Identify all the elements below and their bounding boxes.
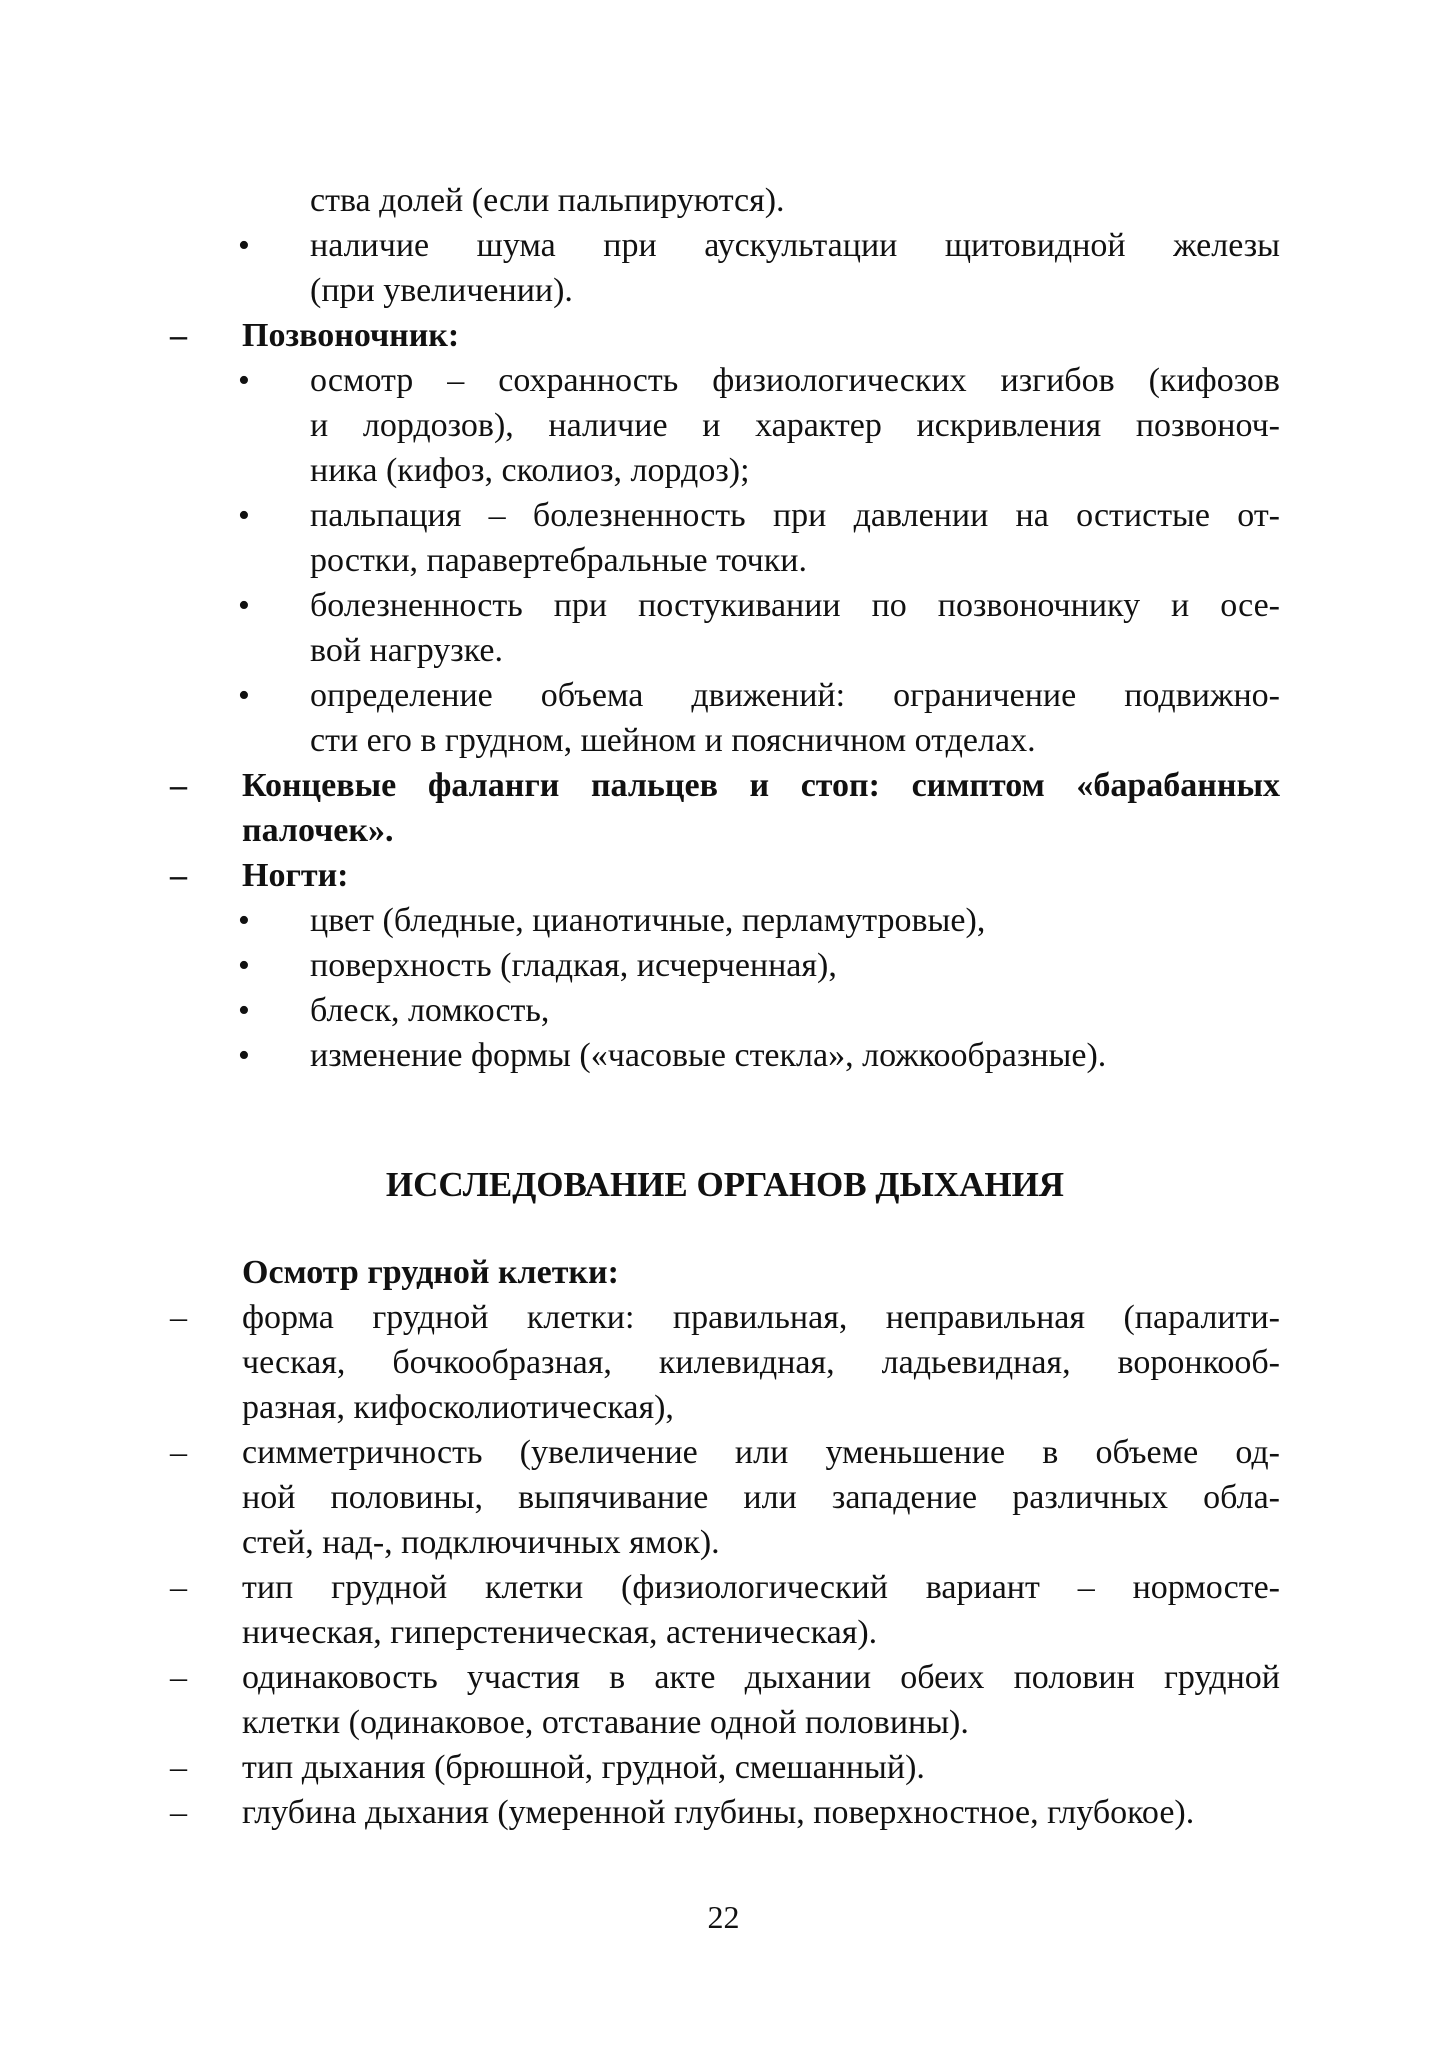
list-line bbox=[170, 268, 1280, 313]
section-title: ИССЛЕДОВАНИЕ ОРГАНОВ ДЫХАНИЯ bbox=[385, 1165, 1065, 1204]
list-line bbox=[170, 1385, 1280, 1430]
list-line bbox=[170, 763, 1280, 808]
subsection-heading-chest: Осмотр грудной клетки: bbox=[242, 1254, 619, 1291]
list-line bbox=[170, 1475, 1280, 1520]
list-item-text: глубина дыхания (умеренной глубины, поверхностное, глубокое). bbox=[242, 1794, 1195, 1831]
list-item-text: болезненность при постукивании по позвоночнику и осе- bbox=[310, 587, 1280, 624]
bullet-marker: • bbox=[238, 227, 250, 264]
section-heading-phalanges: Концевые фаланги пальцев и стоп: симптом «барабанных bbox=[242, 767, 1280, 804]
list-item-text: блеск, ломкость, bbox=[310, 992, 550, 1029]
bullet-marker: • bbox=[238, 587, 250, 624]
list-item-text: клетки (одинаковое, отставание одной половины). bbox=[242, 1704, 969, 1741]
list-line bbox=[170, 673, 1280, 718]
list-line bbox=[170, 808, 1280, 853]
list-line bbox=[170, 313, 1280, 358]
list-line bbox=[170, 403, 1280, 448]
list-item-text: (при увеличении). bbox=[310, 272, 573, 309]
list-line bbox=[170, 1745, 1280, 1790]
bullet-marker: • bbox=[238, 1037, 250, 1074]
section-heading-spine: Позвоночник: bbox=[242, 317, 460, 354]
section-heading-nails: Ногти: bbox=[242, 857, 349, 894]
bullet-marker: • bbox=[238, 947, 250, 984]
list-item-text: разная, кифосколиотическая), bbox=[242, 1389, 674, 1426]
dash-marker: – bbox=[170, 767, 187, 804]
list-item-text: сти его в грудном, шейном и поясничном отделах. bbox=[310, 722, 1036, 759]
list-line bbox=[170, 358, 1280, 403]
list-line bbox=[170, 988, 1280, 1033]
list-line bbox=[170, 583, 1280, 628]
list-item-text: ческая, бочкообразная, килевидная, ладьевидная, воронкооб- bbox=[242, 1344, 1280, 1381]
dash-marker: – bbox=[170, 317, 187, 354]
content-block-examination bbox=[170, 178, 1280, 1078]
list-item-text: осмотр – сохранность физиологических изгибов (кифозов bbox=[310, 362, 1280, 399]
list-item-text: ника (кифоз, сколиоз, лордоз); bbox=[310, 452, 750, 489]
list-line bbox=[170, 1250, 1280, 1295]
list-line bbox=[170, 1295, 1280, 1340]
section-heading-phalanges-cont: палочек». bbox=[242, 812, 394, 849]
list-line bbox=[170, 1655, 1280, 1700]
list-line bbox=[170, 1033, 1280, 1078]
list-line bbox=[170, 1610, 1280, 1655]
list-item-text: одинаковость участия в акте дыхании обеих половин грудной bbox=[242, 1659, 1280, 1696]
page-number: 22 bbox=[707, 1899, 740, 1935]
list-item-text: пальпация – болезненность при давлении на остистые от- bbox=[310, 497, 1280, 534]
bullet-marker: • bbox=[238, 497, 250, 534]
list-item-text: ростки, паравертебральные точки. bbox=[310, 542, 807, 579]
list-line bbox=[170, 943, 1280, 988]
list-item-text: ническая, гиперстеническая, астеническая). bbox=[242, 1614, 878, 1651]
list-line bbox=[170, 628, 1280, 673]
list-line bbox=[170, 1565, 1280, 1610]
list-item-text: поверхность (гладкая, исчерченная), bbox=[310, 947, 837, 984]
bullet-marker: • bbox=[238, 902, 250, 939]
bullet-marker: • bbox=[238, 677, 250, 714]
list-line bbox=[170, 1790, 1280, 1835]
list-item-text: определение объема движений: ограничение подвижно- bbox=[310, 677, 1280, 714]
list-line bbox=[170, 1340, 1280, 1385]
list-item-text: вой нагрузке. bbox=[310, 632, 503, 669]
list-item-text: ной половины, выпячивание или западение различных обла- bbox=[242, 1479, 1280, 1516]
dash-marker: – bbox=[170, 1434, 187, 1471]
dash-marker: – bbox=[170, 1569, 187, 1606]
list-line bbox=[170, 1430, 1280, 1475]
list-line bbox=[170, 538, 1280, 583]
list-item-text: симметричность (увеличение или уменьшение в объеме од- bbox=[242, 1434, 1280, 1471]
list-item-text: тип грудной клетки (физиологический вариант – нормосте- bbox=[242, 1569, 1280, 1606]
list-item-text: форма грудной клетки: правильная, неправильная (паралити- bbox=[242, 1299, 1280, 1336]
bullet-marker: • bbox=[238, 362, 250, 399]
list-item-text: и лордозов), наличие и характер искривления позвоноч- bbox=[310, 407, 1280, 444]
dash-marker: – bbox=[170, 1749, 187, 1786]
list-line bbox=[170, 223, 1280, 268]
list-line bbox=[170, 178, 1280, 223]
dash-marker: – bbox=[170, 857, 187, 894]
list-line bbox=[170, 1700, 1280, 1745]
list-line bbox=[170, 718, 1280, 763]
dash-marker: – bbox=[170, 1659, 187, 1696]
list-item-text: тип дыхания (брюшной, грудной, смешанный). bbox=[242, 1749, 925, 1786]
list-line bbox=[170, 1520, 1280, 1565]
bullet-marker: • bbox=[238, 992, 250, 1029]
list-item-text: ства долей (если пальпируются). bbox=[310, 182, 785, 219]
list-line bbox=[170, 898, 1280, 943]
content-block-chest bbox=[170, 1250, 1280, 1835]
list-item-text: цвет (бледные, цианотичные, перламутровые), bbox=[310, 902, 986, 939]
list-line bbox=[170, 448, 1280, 493]
list-item-text: изменение формы («часовые стекла», ложкообразные). bbox=[310, 1037, 1107, 1074]
list-line bbox=[170, 853, 1280, 898]
list-item-text: стей, над-, подключичных ямок). bbox=[242, 1524, 720, 1561]
list-item-text: наличие шума при аускультации щитовидной железы bbox=[310, 227, 1280, 264]
dash-marker: – bbox=[170, 1794, 187, 1831]
list-line bbox=[170, 493, 1280, 538]
dash-marker: – bbox=[170, 1299, 187, 1336]
